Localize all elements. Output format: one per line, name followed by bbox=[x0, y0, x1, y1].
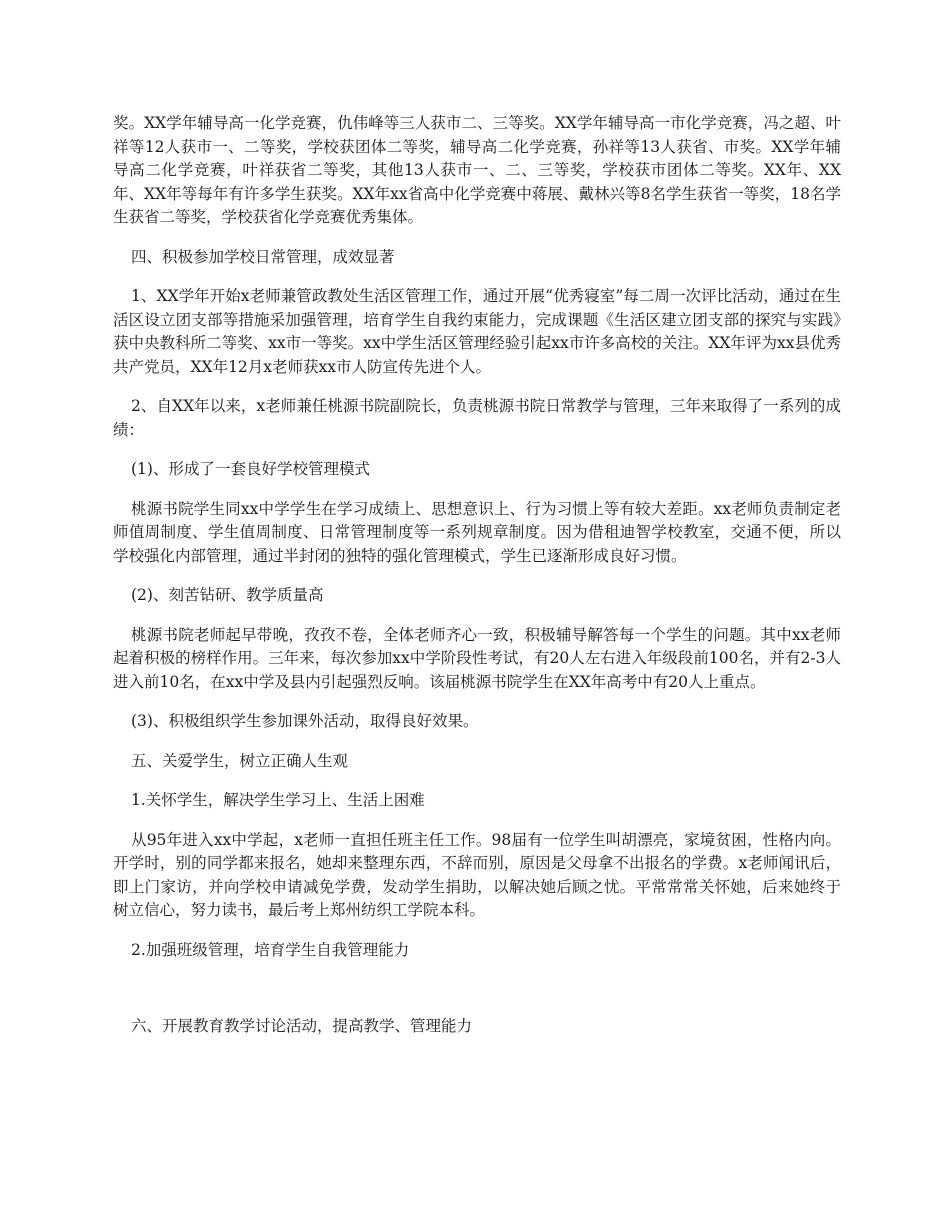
paragraph-teaching-quality: 桃源书院老师起早带晚，孜孜不卷，全体老师齐心一致，积极辅导解答每一个学生的问题。其中xx老师起着积极的榜样作用。三年来，每次参加xx中学阶段性考试，有20人左右进入年级段前100名，并有2-3人进入前10名，在xx中学及县内引起强烈反响。该届桃源书院学生在XX年高考中有20人上重点。 bbox=[113, 625, 841, 691]
subheading-2: (2)、刻苦钻研、教学质量高 bbox=[131, 586, 324, 604]
section-heading-4: 四、积极参加学校日常管理，成效显著 bbox=[131, 247, 395, 266]
blank-spacer bbox=[113, 978, 841, 1015]
paragraph-student-story: 从95年进入xx中学起，x老师一直担任班主任工作。98届有一位学生叫胡漂亮，家境贫困，性格内向。开学时，别的同学都来报名，她却来整理东西，不辞而别，原因是父母拿不出报名的学费。x老师闻讯后，即上门家访，并向学校申请减免学费，发动学生捐助，以解决她后顾之忧。平常常常关怀她，后来她终于树立信心，努力读书，最后考上郑州纺织工学院本科。 bbox=[113, 830, 841, 919]
subheading-class-management: 2.加强班级管理，培育学生自我管理能力 bbox=[131, 940, 410, 959]
paragraph-item-2: 2、自XX年以来，x老师兼任桃源书院副院长，负责桃源书院日常教学与管理，三年来取得了一系列的成绩： bbox=[113, 397, 841, 439]
subheading-3: (3)、积极组织学生参加课外活动，取得良好效果。 bbox=[131, 712, 479, 730]
paragraph-item-1: 1、XX学年开始x老师兼管政教处生活区管理工作，通过开展“优秀寝室”每二周一次评比活动，通过在生活区设立团支部等措施采加强管理，培育学生自我约束能力，完成课题《生活区建立团支部的探究与实践》获中央教科所二等奖、xx市一等奖。xx中学生活区管理经验引起xx市许多高校的关注。XX年评为xx县优秀共产党员，XX年12月x老师获xx市人防宣传先进个人。 bbox=[113, 287, 841, 376]
document-body bbox=[113, 112, 841, 1055]
paragraph-awards: 奖。XX学年辅导高一化学竞赛，仇伟峰等三人获市二、三等奖。XX学年辅导高一市化学竞赛，冯之超、叶祥等12人获市一、二等奖，学校获团体二等奖，辅导高二化学竞赛，孙祥等13人获省、市奖。XX学年辅导高二化学竞赛，叶祥获省二等奖，其他13人获市一、二、三等奖，学校获市团体二等奖。XX年、XX年、XX年等每年有许多学生获奖。XX年xx省高中化学竞赛中蒋展、戴林兴等8名学生获省一等奖，18名学生获省二等奖，学校获省化学竞赛优秀集体。 bbox=[113, 114, 841, 226]
subheading-1: (1)、形成了一套良好学校管理模式 bbox=[131, 460, 370, 478]
section-heading-5: 五、关爱学生，树立正确人生观 bbox=[131, 751, 349, 770]
subheading-care-students: 1.关怀学生，解决学生学习上、生活上困难 bbox=[131, 791, 425, 809]
section-heading-6: 六、开展教育教学讨论活动，提高教学、管理能力 bbox=[131, 1017, 473, 1035]
paragraph-management-model: 桃源书院学生同xx中学学生在学习成绩上、思想意识上、行为习惯上等有较大差距。xx老师负责制定老师值周制度、学生值周制度、日常管理制度等一系列规章制度。因为借租迪智学校教室，交通不便，所以学校强化内部管理，通过半封闭的独特的强化管理模式，学生已逐渐形成良好习惯。 bbox=[113, 499, 841, 565]
